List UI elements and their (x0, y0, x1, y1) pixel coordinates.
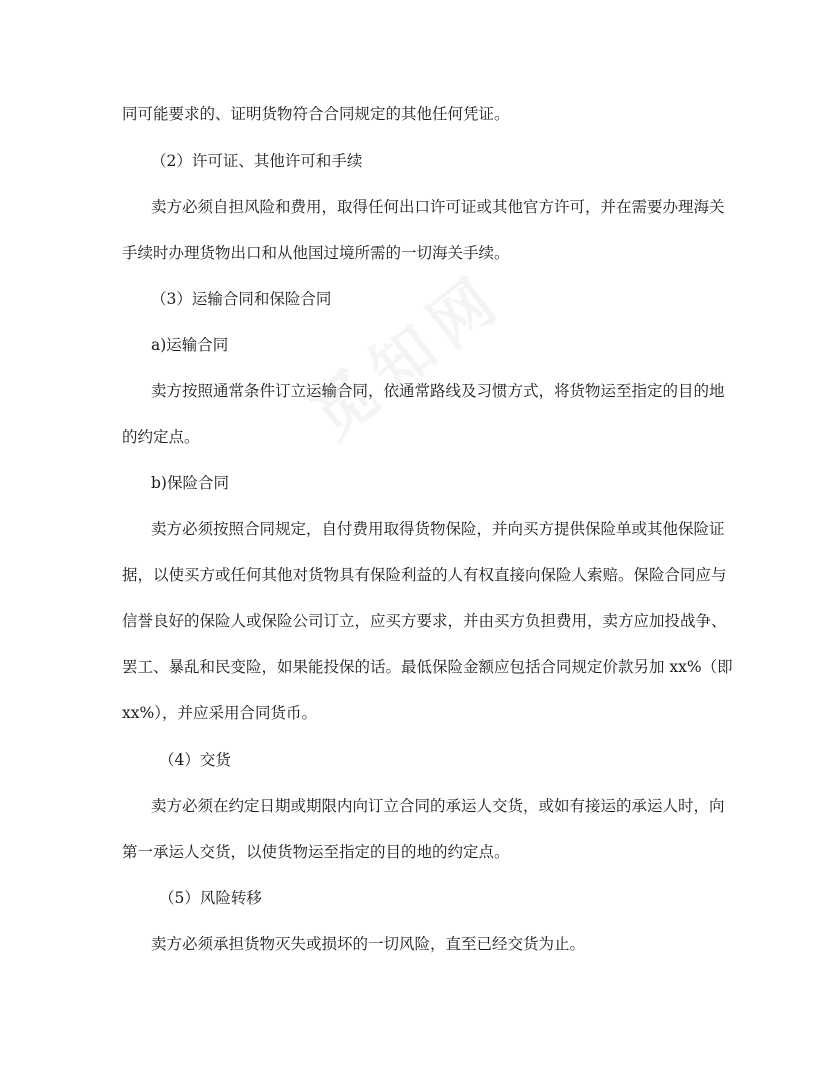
paragraph-line: 卖方必须在约定日期或期限内向订立合同的承运人交货，或如有接运的承运人时，向 (151, 797, 725, 815)
subsection-heading: a)运输合同 (151, 336, 229, 354)
section-heading: （4）交货 (159, 751, 231, 769)
paragraph-line: 卖方按照通常条件订立运输合同，依通常路线及习惯方式，将货物运至指定的目的地 (151, 382, 725, 400)
paragraph-line: 卖方必须按照合同规定，自付费用取得货物保险，并向买方提供保险单或其他保险证 (151, 520, 725, 538)
paragraph-line: 的约定点。 (122, 428, 200, 446)
section-heading: （2）许可证、其他许可和手续 (151, 152, 363, 170)
paragraph-line: 卖方必须自担风险和费用，取得任何出口许可证或其他官方许可，并在需要办理海关 (151, 198, 725, 216)
paragraph-line: 卖方必须承担货物灭失或损坏的一切风险，直至已经交货为止。 (151, 935, 586, 953)
subsection-heading: b)保险合同 (151, 474, 229, 492)
paragraph-line: 同可能要求的、证明货物符合合同规定的其他任何凭证。 (122, 105, 510, 123)
paragraph-line: 信誉良好的保险人或保险公司订立，应买方要求，并由买方负担费用，卖方应加投战争、 (122, 612, 727, 630)
section-heading: （3）运输合同和保险合同 (151, 290, 332, 308)
paragraph-line: 手续时办理货物出口和从他国过境所需的一切海关手续。 (122, 244, 510, 262)
paragraph-line: xx%），并应采用合同货币。 (122, 704, 317, 722)
watermark (290, 248, 520, 455)
paragraph-line: 据，以使买方或任何其他对货物具有保险利益的人有权直接向保险人索赔。保险合同应与 (122, 566, 727, 584)
section-heading: （5）风险转移 (159, 889, 262, 907)
paragraph-line: 第一承运人交货，以使货物运至指定的目的地的约定点。 (122, 843, 510, 861)
paragraph-line: 罢工、暴乱和民变险，如果能投保的话。最低保险金额应包括合同规定价款另加 xx%（即 (122, 658, 733, 676)
